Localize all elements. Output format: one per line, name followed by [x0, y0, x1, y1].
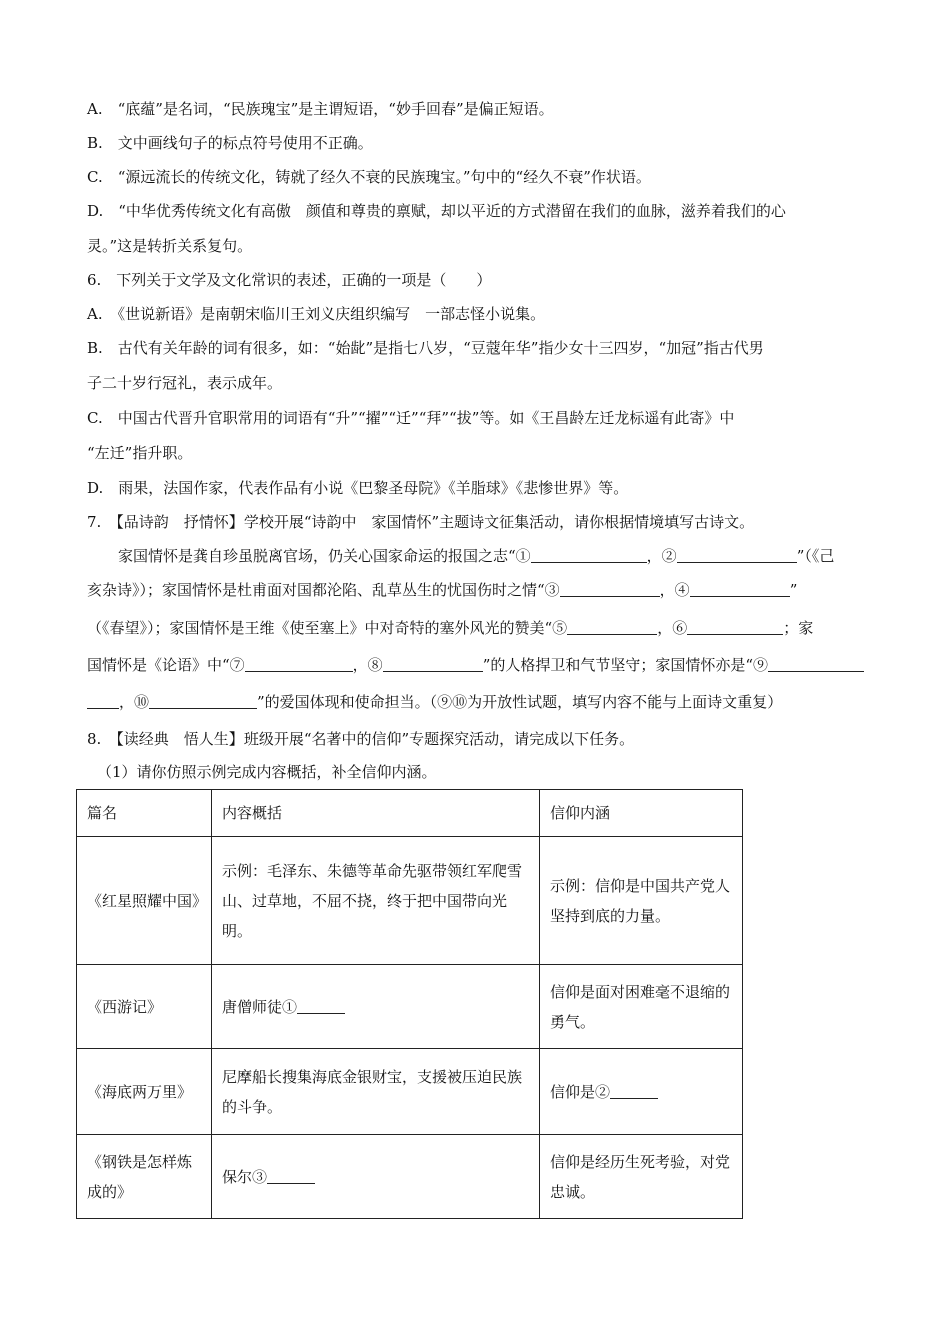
blank-9[interactable]: [768, 655, 864, 672]
cell-faith-text: 信仰是②: [550, 1082, 611, 1101]
cell-book: 《红星照耀中国》: [77, 837, 212, 965]
q6-option-a: A. 《世说新语》是南朝宋临川王刘义庆组织编写 一部志怪小说集。: [87, 305, 546, 323]
q5-option-d-line2: 灵。”这是转折关系复句。: [87, 237, 253, 255]
table-row: [77, 1049, 743, 1135]
answer-blank-1[interactable]: [297, 997, 345, 1014]
cell-faith: 信仰是经历生死考验，对党忠诚。: [540, 1135, 743, 1219]
q7-line5-text-b: ”的爱国体现和使命担当。（⑨⑩为开放性试题，填写内容不能与上面诗文重复）: [257, 693, 783, 711]
q7-line2-text-b: ，④: [659, 581, 690, 599]
q6-option-d: D. 雨果，法国作家，代表作品有小说《巴黎圣母院》《羊脂球》《悲惨世界》等。: [87, 479, 629, 497]
q7-line2-text-a: 亥杂诗》）；家国情怀是杜甫面对国都沦陷、乱草丛生的忧国伤时之情“③: [87, 581, 560, 599]
table-header-row: [77, 790, 743, 837]
table-row: [77, 1135, 743, 1219]
blank-7[interactable]: [245, 655, 353, 672]
q5-option-a: A. “底蕴”是名词，“民族瑰宝”是主谓短语，“妙手回春”是偏正短语。: [87, 100, 554, 118]
blank-2[interactable]: [677, 546, 797, 563]
q7-line2-text-c: ”: [789, 581, 798, 599]
header-summary: 内容概括: [212, 790, 540, 837]
blank-4[interactable]: [690, 580, 790, 597]
cell-summary-text: 保尔③: [222, 1167, 268, 1186]
q7-line1-text-c: ”（《己: [796, 547, 835, 565]
blank-5[interactable]: [567, 618, 657, 635]
q7-line4: [87, 655, 864, 675]
faith-table: [76, 789, 743, 1219]
q7-line5: [87, 692, 782, 712]
q6-stem: 6. 下列关于文学及文化常识的表述，正确的一项是（ ）: [87, 271, 492, 289]
q5-option-d-line1: D. “中华优秀传统文化有高傲 颜值和尊贵的禀赋，却以平近的方式潜留在我们的血脉，滋养着我们的心: [87, 202, 786, 220]
cell-summary: 示例：毛泽东、朱德等革命先驱带领红军爬雪山、过草地，不屈不挠，终于把中国带向光明。: [212, 837, 540, 965]
header-faith: 信仰内涵: [540, 790, 743, 837]
blank-9-cont[interactable]: [87, 692, 119, 709]
q7-line4-text-c: ”的人格捍卫和气节坚守；家国情怀亦是“⑨: [482, 656, 769, 674]
q8-stem: 8. 【读经典 悟人生】班级开展“名著中的信仰”专题探究活动，请完成以下任务。: [87, 730, 635, 748]
q7-line3-text-b: ，⑥: [657, 619, 688, 637]
q7-line5-text-a: ，⑩: [119, 693, 150, 711]
cell-summary: 尼摩船长搜集海底金银财宝，支援被压迫民族的斗争。: [212, 1049, 540, 1135]
q7-line1-text-a: 家国情怀是龚自珍虽脱离官场，仍关心国家命运的报国之志“①: [118, 547, 531, 565]
q5-option-c: C. “源远流长的传统文化，铸就了经久不衰的民族瑰宝。”句中的“经久不衰”作状语。: [87, 168, 651, 186]
blank-8[interactable]: [383, 655, 483, 672]
cell-book: 《西游记》: [77, 965, 212, 1049]
q6-option-b-line2: 子二十岁行冠礼，表示成年。: [87, 374, 283, 392]
q7-line3-text-c: ；家: [783, 619, 814, 637]
q7-line3-text-a: （《春望》）；家国情怀是王维《使至塞上》中对奇特的塞外风光的赞美“⑤: [87, 619, 568, 637]
q6-option-c-line2: “左迁”指升职。: [87, 444, 193, 462]
blank-10[interactable]: [149, 692, 257, 709]
q5-option-b: B. 文中画线句子的标点符号使用不正确。: [87, 134, 373, 152]
cell-summary-text: 唐僧师徒①: [222, 997, 298, 1016]
answer-blank-3[interactable]: [267, 1167, 315, 1184]
cell-summary: [212, 965, 540, 1049]
cell-summary: [212, 1135, 540, 1219]
header-title: 篇名: [77, 790, 212, 837]
table-row: [77, 837, 743, 965]
q8-subtask-1: （1）请你仿照示例完成内容概括，补全信仰内涵。: [97, 763, 437, 781]
q7-line4-text-a: 国情怀是《论语》中“⑦: [87, 656, 245, 674]
blank-1[interactable]: [531, 546, 647, 563]
q7-line4-text-b: ，⑧: [352, 656, 383, 674]
q7-stem: 7. 【品诗韵 抒情怀】学校开展“诗韵中 家国情怀”主题诗文征集活动，请你根据情境填写古诗文。: [87, 513, 755, 531]
cell-faith: 示例：信仰是中国共产党人坚持到底的力量。: [540, 837, 743, 965]
q7-line3: [87, 618, 813, 638]
blank-6[interactable]: [687, 618, 783, 635]
cell-faith: 信仰是面对困难毫不退缩的勇气。: [540, 965, 743, 1049]
answer-blank-2[interactable]: [610, 1082, 658, 1099]
cell-book: 《海底两万里》: [77, 1049, 212, 1135]
blank-3[interactable]: [560, 580, 660, 597]
q6-option-c-line1: C. 中国古代晋升官职常用的词语有“升”“擢”“迁”“拜”“拔”等。如《王昌龄左迁龙标遥有此寄》中: [87, 409, 735, 427]
q7-line2: [87, 580, 797, 600]
cell-book: 《钢铁是怎样炼成的》: [77, 1135, 212, 1219]
cell-faith: [540, 1049, 743, 1135]
q7-line1: [118, 546, 834, 566]
q7-line1-text-b: ，②: [646, 547, 677, 565]
table-row: [77, 965, 743, 1049]
q6-option-b-line1: B. 古代有关年龄的词有很多，如：“始龀”是指七八岁，“豆蔻年华”指少女十三四岁，“加冠”指古代男: [87, 339, 764, 357]
